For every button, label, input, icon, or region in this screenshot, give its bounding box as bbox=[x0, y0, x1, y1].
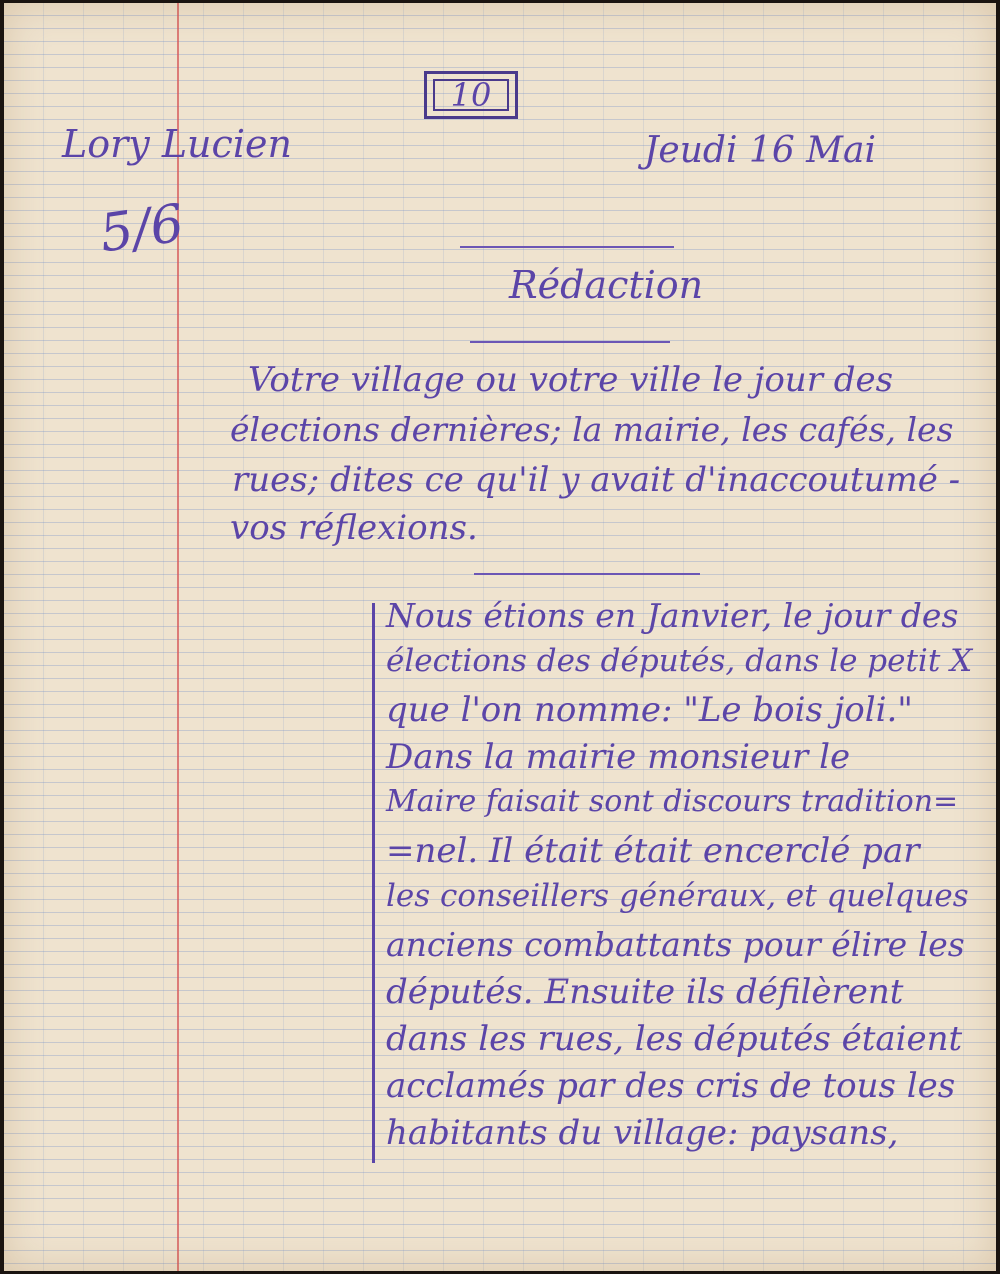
student-name: Lory Lucien bbox=[62, 122, 292, 166]
section-rule bbox=[474, 573, 700, 575]
body-line: Dans la mairie monsieur le bbox=[386, 737, 851, 777]
grade: 5/6 bbox=[96, 193, 188, 265]
title-rule-bottom bbox=[470, 341, 670, 343]
body-line: =nel. Il était était encerclé par bbox=[386, 831, 920, 871]
paragraph-margin-line bbox=[372, 603, 375, 1163]
page-number-box bbox=[424, 71, 518, 119]
body-line: élections des députés, dans le petit X bbox=[386, 643, 973, 679]
prompt-line: élections dernières; la mairie, les cafés, les bbox=[230, 410, 954, 449]
prompt-line: Votre village ou votre ville le jour des bbox=[248, 360, 894, 400]
body-line: habitants du village: paysans, bbox=[386, 1113, 899, 1153]
date: Jeudi 16 Mai bbox=[644, 130, 877, 171]
body-line: anciens combattants pour élire les bbox=[386, 925, 965, 964]
page-number: 10 bbox=[450, 76, 492, 114]
body-line: dans les rues, les députés étaient bbox=[386, 1019, 963, 1059]
body-line: les conseillers généraux, et quelques bbox=[386, 878, 969, 914]
body-line: acclamés par des cris de tous les bbox=[386, 1066, 956, 1106]
title: Rédaction bbox=[509, 263, 704, 307]
prompt-line: rues; dites ce qu'il y avait d'inaccoutumé - bbox=[232, 460, 961, 500]
notebook-page bbox=[4, 3, 996, 1271]
prompt-line: vos réflexions. bbox=[230, 508, 478, 548]
body-line: Maire faisait sont discours tradition= bbox=[386, 784, 959, 819]
body-line: Nous étions en Janvier, le jour des bbox=[386, 596, 959, 635]
title-rule-top bbox=[460, 246, 674, 248]
body-line: que l'on nomme: "Le bois joli." bbox=[386, 690, 913, 730]
body-line: députés. Ensuite ils défilèrent bbox=[386, 972, 904, 1012]
